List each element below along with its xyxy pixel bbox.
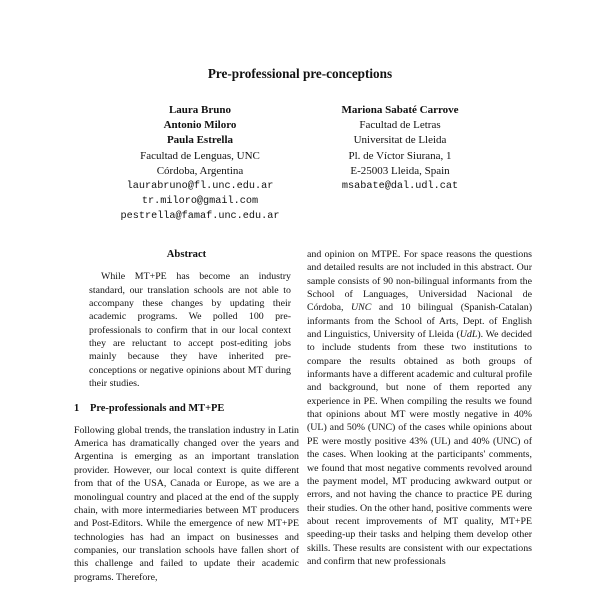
affiliation-line: Pl. de Víctor Siurana, 1 [348, 149, 452, 162]
section-heading [74, 402, 299, 415]
emphasis: UdL [459, 329, 478, 341]
author-email[interactable]: laurabruno@fl.unc.edu.ar [126, 181, 274, 193]
section-body [74, 424, 299, 584]
abstract-heading: Abstract [166, 249, 207, 260]
text-run: ). We decided to include students from these two institutions to compare the results obtained as both groups of informants have a different academic and cultural profile and background, but none of them reported any experience in PE. When compiling the results we found that opinions about MT were mostly negative in 40% (UL) and 50% (UNC) of the cases while opinions about PE were mostly positive 43% (UL) and 40% (UNC) of the cases. When looking at the participants' comments, we found that most negative comments revolved around the payment model, MT producing awkward output or errors, and not having the chance to practice PE during their studies. [307, 329, 532, 514]
author-name: Laura Bruno [168, 104, 232, 116]
right-column [307, 248, 532, 568]
paragraph [307, 248, 532, 568]
abstract [89, 270, 291, 390]
author-email[interactable]: msabate@dal.udl.cat [341, 181, 459, 193]
text-run: and 10 bilingual (Spanish-Catalan) informants from the School of Arts, Dept. of English and Linguistics, University of Lleida ( [307, 302, 532, 341]
affiliation-line: Universitat de Lleida [353, 134, 447, 147]
section-number: 1 [74, 403, 80, 415]
paragraph: Following global trends, the translation industry in Latin America has dramatically changed over the years and Argentina is emerging as an important translation provider. However, our local context is quite different from that of the USA, Canada or Europe, as we are a monolingual country and placed at the end of the supply chain, with more intermediaries between MT producers and Post-Editors. While the emergence of new MT+PE technologies has had an impact on businesses and companies, our translation schools have fallen short of this challenge and failed to update their academic programs. Therefore, [74, 424, 299, 583]
text-run: and opinion on MTPE. For space reasons the questions and detailed results are not included in this abstract. Our sample consists of 90 non-bilingual informants from the School of Languages, Universidad Nacional de Córdoba, [307, 249, 532, 314]
abstract-text: While MT+PE has become an industry standard, our translation schools are not able to accompany these changes by updating their academic programs. We polled 100 pre-professionals to confirm that in our local context they are reluctant to accept post-editing jobs mainly because they have inherited pre-conceptions or negative opinions about MT during their studies. [89, 271, 291, 390]
section-body-continued [307, 248, 532, 568]
author-email[interactable]: pestrella@famaf.unc.edu.ar [120, 211, 280, 223]
author-block-right [315, 103, 485, 194]
affiliation-line: Córdoba, Argentina [156, 164, 244, 177]
section-title: Pre-professionals and MT+PE [90, 403, 225, 415]
author-name: Mariona Sabaté Carrove [341, 104, 459, 116]
author-block-left [100, 103, 300, 225]
author-name: Paula Estrella [166, 134, 234, 147]
affiliation-line: Facultad de Letras [359, 119, 441, 132]
paper-title: Pre-professional pre-conceptions [207, 66, 393, 81]
text-run: On the other hand, positive comments were about recent improvements of MT quality, MT+PE speeding-up their tasks and helping them develop other skills. These results are consistent with our expectations and confirm that new professionals [307, 502, 532, 567]
emphasis: UNC [351, 302, 372, 314]
author-email[interactable]: tr.miloro@gmail.com [141, 196, 259, 208]
author-name: Antonio Miloro [163, 119, 237, 132]
affiliation-line: E-25003 Lleida, Spain [350, 164, 450, 177]
affiliation-line: Facultad de Lenguas, UNC [140, 149, 260, 162]
left-column [74, 248, 299, 584]
